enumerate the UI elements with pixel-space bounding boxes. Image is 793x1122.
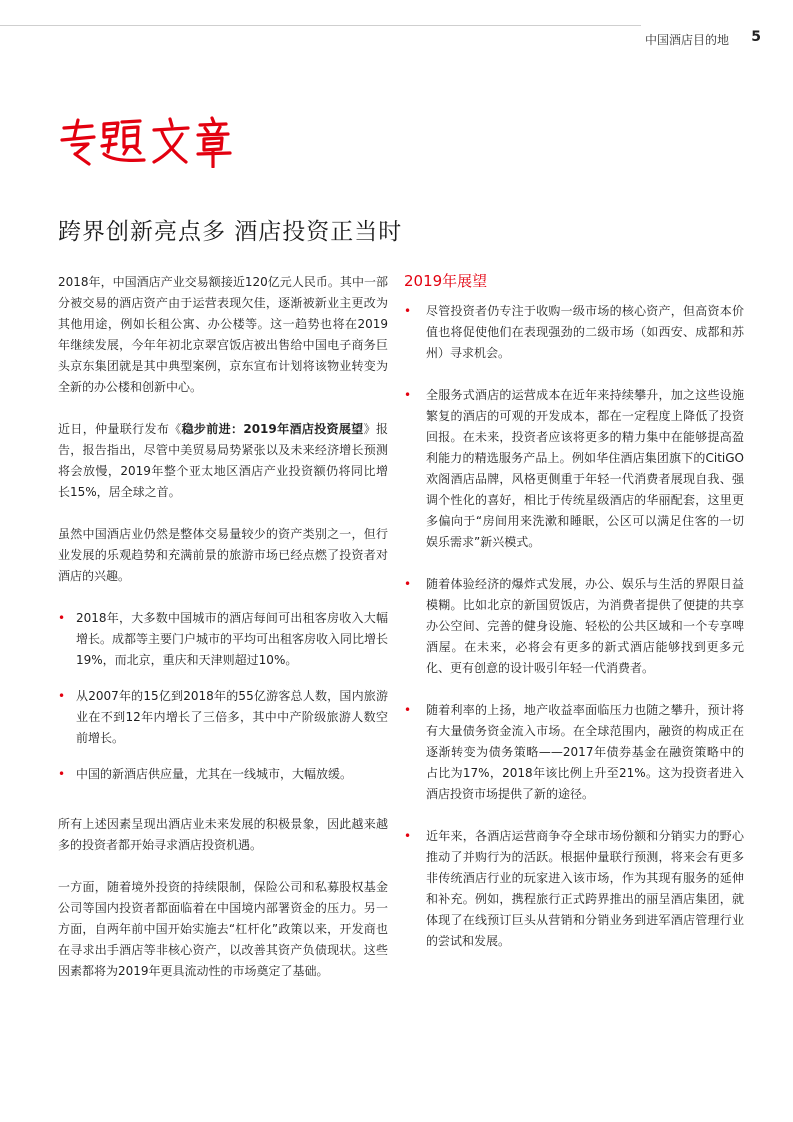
bullet-dot-icon: • (404, 304, 412, 318)
list-item (404, 700, 744, 805)
bullet-dot-icon: • (58, 689, 66, 703)
outlook-summary-paragraph: 所有上述因素呈现出酒店业未来发展的积极景象，因此越来越多的投资者都开始寻求酒店投资机遇。 (58, 817, 388, 852)
page-number: 5 (751, 29, 761, 45)
outlook-list (404, 301, 744, 952)
right-column (404, 272, 744, 973)
list-item (404, 574, 744, 679)
list-item (404, 385, 744, 553)
intro-paragraph: 2018年，中国酒店产业交易额接近120亿元人民币。其中一部分被交易的酒店资产由于运营表现欠佳，逐渐被新业主更改为其他用途，例如长租公寓、办公楼等。这一趋势也将在2019年继续发展，今年年初北京翠宫饭店被出售给中国电子商务巨头京东集团就是其中典型案例，京东宣布计划将该物业转变为全新的办公楼和创新中心。 (58, 275, 388, 394)
bullet-dot-icon: • (404, 577, 412, 591)
market-drivers-paragraph: 一方面，随着境外投资的持续限制，保险公司和私募股权基金公司等国内投资者都面临着在中国境内部署资金的压力。另一方面，自两年前中国开始实施去“杠杆化”政策以来，开发商也在寻求出手酒店等非核心资产，以改善其资产负债现状。这些因素都将为2019年更具流动性的市场奠定了基础。 (58, 880, 388, 978)
interest-paragraph: 虽然中国酒店业仍然是整体交易量较少的资产类别之一，但行业发展的乐观趋势和充满前景的旅游市场已经点燃了投资者对酒店的兴趣。 (58, 527, 388, 583)
bullet-dot-icon: • (404, 388, 412, 402)
list-item-text: 中国的新酒店供应量，尤其在一线城市，大幅放缓。 (76, 767, 353, 781)
left-column (58, 272, 388, 1003)
bullet-dot-icon: • (58, 611, 66, 625)
header-rule (0, 25, 641, 26)
list-item (404, 826, 744, 952)
list-item-text: 随着利率的上扬，地产收益率面临压力也随之攀升，预计将有大量债务资金流入市场。在全球范围内，融资的构成正在逐渐转变为债务策略——2017年债券基金在融资策略中的占比为17%，2018年该比例上升至21%。这为投资者进入酒店投资市场提供了新的途径。 (426, 703, 744, 801)
bullet-dot-icon: • (404, 829, 412, 843)
outlook-heading: 2019年展望 (404, 272, 488, 290)
list-item-text: 近年来，各酒店运营商争夺全球市场份额和分销实力的野心推动了并购行为的活跃。根据仲量联行预测，将来会有更多非传统酒店行业的玩家进入该市场，作为其现有服务的延伸和补充。例如，携程旅行正式跨界推出的丽呈酒店集团，就体现了在线预订巨头从营销和分销业务到进军酒店管理行业的尝试和发展。 (426, 829, 744, 948)
list-item-text: 2018年，大多数中国城市的酒店每间可出租客房收入大幅增长。成都等主要门户城市的平均可出租客房收入同比增长19%，而北京，重庆和天津则超过10%。 (76, 611, 389, 667)
list-item-text: 尽管投资者仍专注于收购一级市场的核心资产，但高资本价值也将促使他们在表现强劲的二级市场（如西安、成都和苏州）寻求机会。 (426, 304, 744, 360)
article-title: 跨界创新亮点多 酒店投资正当时 (58, 219, 403, 245)
report-intro-text: 近日，仲量联行发布《 (58, 422, 182, 436)
list-item-text: 从2007年的15亿到2018年的55亿游客总人数，国内旅游业在不到12年内增长了三倍多，其中中产阶级旅游人数空前增长。 (76, 689, 388, 745)
section-logo (58, 116, 233, 168)
highlights-list (58, 608, 388, 785)
report-paragraph (58, 419, 388, 503)
list-item-text: 全服务式酒店的运营成本在近年来持续攀升，加之这些设施繁复的酒店的可观的开发成本，都在一定程度上降低了投资回报。在未来，投资者应该将更多的精力集中在能够提高盈利能力的精选服务产品上。例如华住酒店集团旗下的CitiGO欢阁酒店品牌，风格更侧重于年轻一代消费者展现自我、强调个性化的喜好，相比于传统星级酒店的华丽配套，这里更多偏向于“房间用来洗漱和睡眠，公区可以满足住客的一切娱乐需求”新兴模式。 (426, 388, 744, 549)
report-title-link[interactable]: 稳步前进：2019年酒店投资展望 (181, 422, 364, 436)
running-title: 中国酒店目的地 (644, 33, 729, 47)
list-item (404, 301, 744, 364)
section-logo-art (58, 116, 233, 168)
list-item (58, 764, 388, 785)
list-item-text: 随着体验经济的爆炸式发展，办公、娱乐与生活的界限日益模糊。比如北京的新国贸饭店，为消费者提供了便捷的共享办公空间、完善的健身设施、轻松的公共区域和一个专享啤酒屋。在未来，必将会有更多的新式酒店能够找到更多元化、更有创意的设计吸引年轻一代消费者。 (426, 577, 744, 675)
list-item (58, 608, 388, 671)
bullet-dot-icon: • (58, 767, 66, 781)
bullet-dot-icon: • (404, 703, 412, 717)
list-item (58, 686, 388, 749)
report-summary-text: 》报告，报告指出，尽管中美贸易局势紧张以及未来经济增长预测将会放慢，2019年整个亚太地区酒店产业投资额仍将同比增长15%，居全球之首。 (58, 422, 388, 499)
